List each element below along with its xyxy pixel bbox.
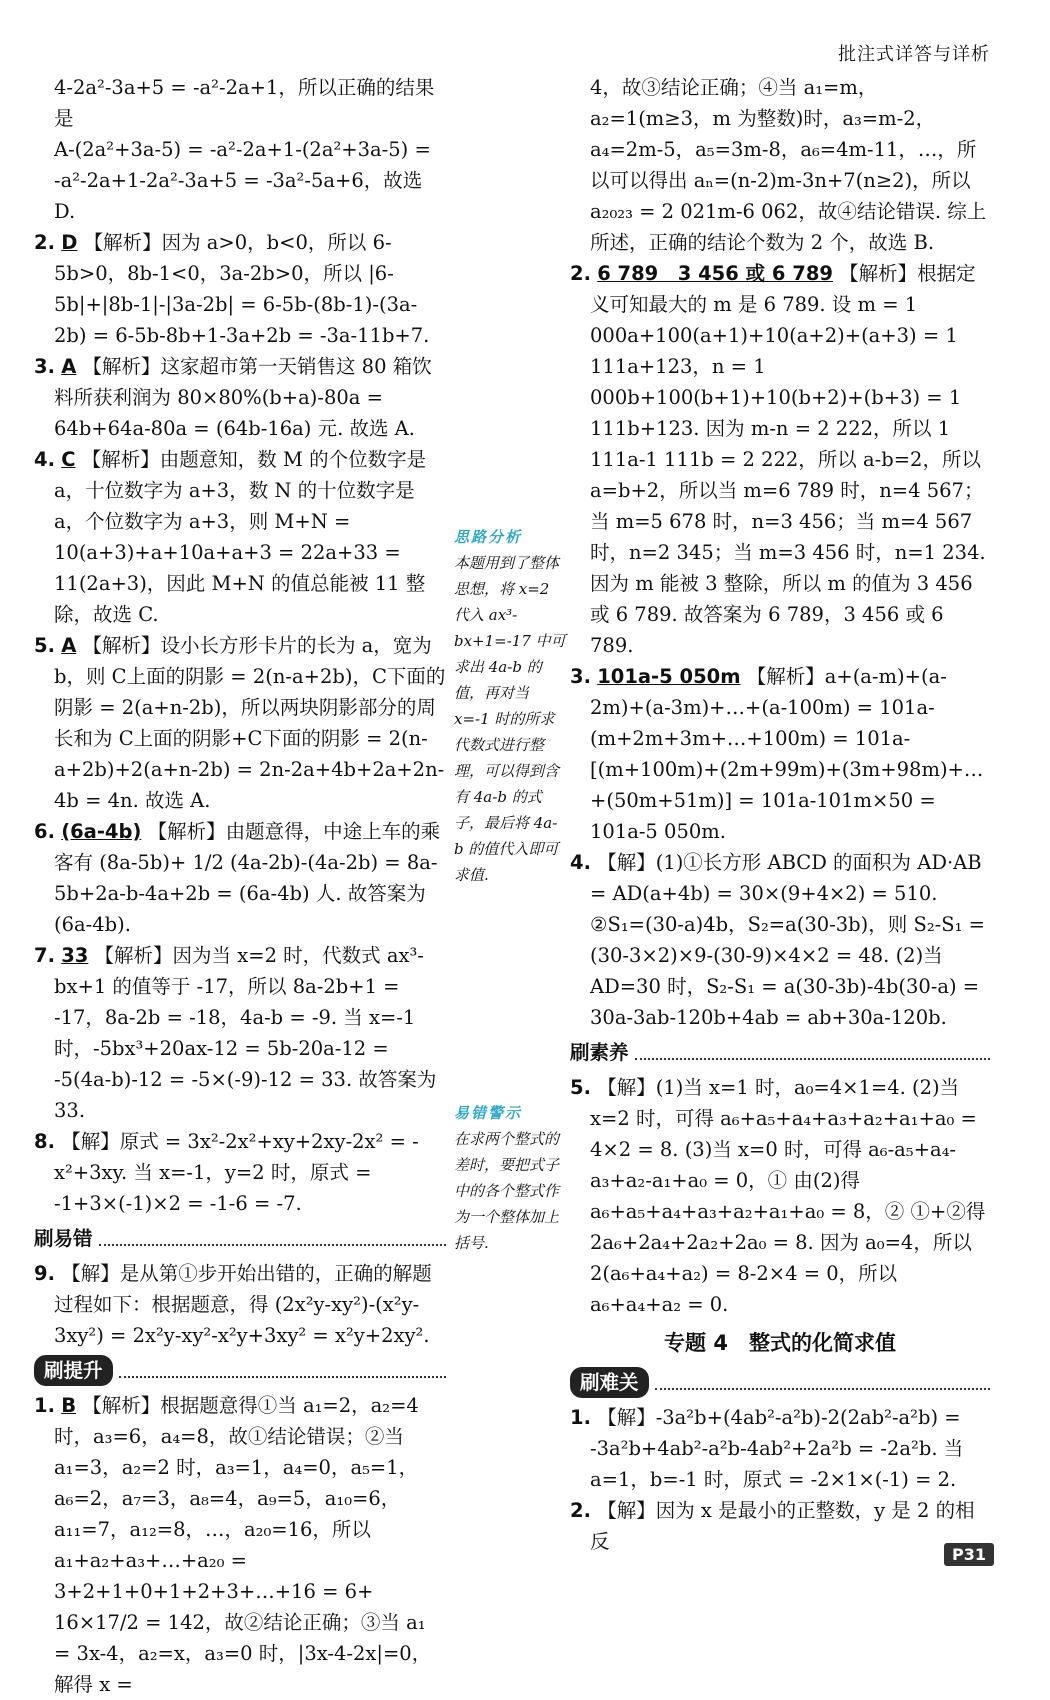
solution-item-5: 5. A 【解析】设小长方形卡片的长为 a，宽为 b，则 C上面的阴影 = 2(n-a+2b)，C下面的阴影 = 2(a+n-2b)，所以两块阴影部分的周长和为 C上面的阴影+C下面的阴影 = 2(n-a+2b)+2(a+n-2b) = 2n-2a+4b+2a+2n-4b = 4n. 故选 A. xyxy=(34,634,446,812)
solution-text: 【解】因为 x 是最小的正整数，y 是 2 的相反 xyxy=(590,1499,975,1553)
note-thinking-analysis xyxy=(454,524,566,888)
answer-label: A xyxy=(61,355,77,378)
solution-item-r2: 2. 6 789 3 456 或 6 789 【解析】根据定义可知最大的 m 是 6 789. 设 m = 1 000a+100(a+1)+10(a+2)+(a+3) = 1 111a+123，n = 1 000b+100(b+1)+10(b+2)+(b+3) = 1 111b+123. 因为 m-n = 2 222，所以 1 111a-1 111b = 2 222，所以 a-b=2，所以 a=b+2，所以当 m=6 789 时，n=4 567；当 m=5 678 时，n=3 456；当 m=4 567 时，n=2 345；当 m=3 456 时，n=1 234. 因为 m 能被 3 整除，所以 m 的值为 3 456 或 6 789. 故答案为 6 789，3 456 或 6 789. xyxy=(570,262,986,657)
left-column xyxy=(34,72,446,1700)
solution-text: 【解析】因为 a>0，b<0，所以 6-5b>0，8b-1<0，3a-2b>0，所以 |6-5b|+|8b-1|-|3a-2b| = 6-5b-(8b-1)-(3a-2b) = 6-5b-8b+1-3a+2b = -3a-11b+7. xyxy=(54,231,430,347)
answer-label: 6 789 3 456 或 6 789 xyxy=(597,262,833,285)
note-error-warning xyxy=(454,1100,566,1256)
solution-item-r4: 4. 【解】(1)①长方形 ABCD 的面积为 AD·AB = AD(a+4b) = 30×(9+4×2) = 510. ②S₁=(30-a)4b，S₂=a(30-3b)，则 S₂-S₁ = (30-3×2)×9-(30-9)×4×2 = 48. (2)当 AD=30 时，S₂-S₁ = a(30-3b)-4b(30-a) = 30a-3ab-120b+4ab = ab+30a-120b. xyxy=(570,851,985,1029)
solution-text: 【解析】设小长方形卡片的长为 a，宽为 b，则 C上面的阴影 = 2(n-a+2b)，C下面的阴影 = 2(a+n-2b)，所以两块阴影部分的周长和为 C上面的阴影+C下面的阴影 = 2(n-a+2b)+2(a+n-2b) = 2n-2a+4b+2a+2n-4b = 4n. 故选 A. xyxy=(54,634,446,812)
solution-text: 【解析】a+(a-m)+(a-2m)+(a-3m)+…+(a-100m) = 101a-(m+2m+3m+…+100m) = 101a-[(m+100m)+(2m+99m)+(3m+98m)+…+(50m+51m)] = 101a-101m×50 = 101a-5 050m. xyxy=(590,665,984,843)
continued-line: -a²-2a+1-2a²-3a+5 = -3a²-5a+6，故选 D. xyxy=(54,169,423,223)
answer-label: 101a-5 050m xyxy=(597,665,741,688)
solution-text: 【解】(1)当 x=1 时，a₀=4×1=4. (2)当 x=2 时，可得 a₆+a₅+a₄+a₃+a₂+a₁+a₀ = 4×2 = 8. (3)当 x=0 时，可得 a₆-a₅+a₄-a₃+a₂-a₁+a₀ = 0，① 由(2)得 a₆+a₅+a₄+a₃+a₂+a₁+a₀ = 8，② ①+②得 2a₆+2a₄+2a₂+2a₀ = 8. 因为 a₀=4，所以 2(a₆+a₄+a₂) = 8-2×4 = 0，所以 a₆+a₄+a₂ = 0. xyxy=(590,1076,986,1316)
solution-item-h1: 1. 【解】-3a²b+(4ab²-a²b)-2(2ab²-a²b) = -3a²b+4ab²-a²b-4ab²+2a²b = -2a²b. 当 a=1，b=-1 时，原式 = -2×1×(-1) = 2. xyxy=(570,1406,964,1491)
solution-item-3: 3. A 【解析】这家超市第一天销售这 80 箱饮料所获利润为 80×80%(b+a)-80a = 64b+64a-80a = (64b-16a) 元. 故选 A. xyxy=(34,355,432,440)
solution-text: 【解】-3a²b+(4ab²-a²b)-2(2ab²-a²b) = -3a²b+4ab²-a²b-4ab²+2a²b = -2a²b. 当 a=1，b=-1 时，原式 = -2×1×(-1) = 2. xyxy=(590,1406,964,1491)
note-title: 易错警示 xyxy=(454,1104,523,1122)
answer-label: 33 xyxy=(61,944,89,967)
page-number: P31 xyxy=(944,1543,994,1566)
solution-text: 【解析】这家超市第一天销售这 80 箱饮料所获利润为 80×80%(b+a)-80a = 64b+64a-80a = (64b-16a) 元. 故选 A. xyxy=(54,355,432,440)
solution-item-r5: 5. 【解】(1)当 x=1 时，a₀=4×1=4. (2)当 x=2 时，可得 a₆+a₅+a₄+a₃+a₂+a₁+a₀ = 4×2 = 8. (3)当 x=0 时，可得 a₆-a₅+a₄-a₃+a₂-a₁+a₀ = 0，① 由(2)得 a₆+a₅+a₄+a₃+a₂+a₁+a₀ = 8，② ①+②得 2a₆+2a₄+2a₂+2a₀ = 8. 因为 a₀=4，所以 2(a₆+a₄+a₂) = 8-2×4 = 0，所以 a₆+a₄+a₂ = 0. xyxy=(570,1076,986,1316)
right-column xyxy=(570,72,990,1557)
solution-item-4: 4. C 【解析】由题意知，数 M 的个位数字是 a，十位数字为 a+3，数 N 的十位数字是 a，个位数字为 a+3，则 M+N = 10(a+3)+a+10a+a+3 = 22a+33 = 11(2a+3)，因此 M+N 的值总能被 11 整除，故选 C. xyxy=(34,448,427,626)
solution-text: 【解】是从第①步开始出错的，正确的解题过程如下：根据题意，得 (2x²y-xy²)-(x²y-3xy²) = 2x²y-xy²-x²y+3xy² = x²y+2xy². xyxy=(54,1262,432,1347)
solution-item-b1: 1. B 【解析】根据题意得①当 a₁=2，a₂=4 时，a₃=6，a₄=8，故①结论错误；②当 a₁=3，a₂=2 时，a₃=1，a₄=0，a₅=1，a₆=2，a₇=3，a₈=4，a₉=5，a₁₀=6，a₁₁=7，a₁₂=8，…，a₂₀=16，所以 a₁+a₂+a₃+…+a₂₀ = 3+2+1+0+1+2+3+…+16 = 6+ 16×17/2 = 142，故②结论正确；③当 a₁ = 3x-4，a₂=x，a₃=0 时，|3x-4-2x|=0，解得 x = xyxy=(34,1394,432,1696)
page-header: 批注式详答与详析 xyxy=(838,44,990,65)
note-text: 在求两个整式的差时，要把式子中的各个整式作为一个整体加上括号. xyxy=(454,1130,560,1252)
dotted-divider xyxy=(99,1232,446,1246)
solution-text: 【解析】根据定义可知最大的 m 是 6 789. 设 m = 1 000a+100(a+1)+10(a+2)+(a+3) = 1 111a+123，n = 1 000b+100(b+1)+10(b+2)+(b+3) = 1 111b+123. 因为 m-n = 2 222，所以 1 111a-1 111b = 2 222，所以 a-b=2，所以 a=b+2，所以当 m=6 789 时，n=4 567；当 m=5 678 时，n=3 456；当 m=4 567 时，n=2 345；当 m=3 456 时，n=1 234. 因为 m 能被 3 整除，所以 m 的值为 3 456 或 6 789. 故答案为 6 789，3 456 或 6 789. xyxy=(590,262,986,657)
section-easy-error: 刷易错 xyxy=(34,1223,446,1254)
continued-line: A-(2a²+3a-5) = -a²-2a+1-(2a²+3a-5) = xyxy=(54,138,431,161)
solution-text: 【解析】根据题意得①当 a₁=2，a₂=4 时，a₃=6，a₄=8，故①结论错误；②当 a₁=3，a₂=2 时，a₃=1，a₄=0，a₅=1，a₆=2，a₇=3，a₈=4，a₉=5，a₁₀=6，a₁₁=7，a₁₂=8，…，a₂₀=16，所以 a₁+a₂+a₃+…+a₂₀ = 3+2+1+0+1+2+3+…+16 = 6+ 16×17/2 = 142，故②结论正确；③当 a₁ = 3x-4，a₂=x，a₃=0 时，|3x-4-2x|=0，解得 x = xyxy=(54,1394,432,1696)
continued-line: 4-2a²-3a+5 = -a²-2a+1，所以正确的结果是 xyxy=(54,76,435,130)
note-title: 思路分析 xyxy=(454,528,523,546)
solution-item-7: 7. 33 【解析】因为当 x=2 时，代数式 ax³-bx+1 的值等于 -17，所以 8a-2b+1 = -17，8a-2b = -18，4a-b = -9. 当 x=-1 时，-5bx³+20ax-12 = 5b-20a-12 = -5(4a-b)-12 = -5×(-9)-12 = 33. 故答案为 33. xyxy=(34,944,437,1122)
answer-label: B xyxy=(61,1394,77,1417)
answer-label: (6a-4b) xyxy=(61,820,142,843)
section-improve: 刷提升 xyxy=(34,1355,446,1386)
solution-text: 【解析】由题意知，数 M 的个位数字是 a，十位数字为 a+3，数 N 的十位数字是 a，个位数字为 a+3，则 M+N = 10(a+3)+a+10a+a+3 = 22a+33 = 11(2a+3)，因此 M+N 的值总能被 11 整除，故选 C. xyxy=(54,448,427,626)
solution-text: 【解析】因为当 x=2 时，代数式 ax³-bx+1 的值等于 -17，所以 8a-2b+1 = -17，8a-2b = -18，4a-b = -9. 当 x=-1 时，-5bx³+20ax-12 = 5b-20a-12 = -5(4a-b)-12 = -5×(-9)-12 = 33. 故答案为 33. xyxy=(54,944,437,1122)
solution-item-r3: 3. 101a-5 050m 【解析】a+(a-m)+(a-2m)+(a-3m)+…+(a-100m) = 101a-(m+2m+3m+…+100m) = 101a-[(m+100m)+(2m+99m)+(3m+98m)+…+(50m+51m)] = 101a-101m×50 = 101a-5 050m. xyxy=(570,665,984,843)
solution-text: 【解析】由题意得，中途上车的乘客有 (8a-5b)+ 1/2 (4a-2b)-(4a-2b) = 8a-5b+2a-b-4a+2b = (6a-4b) 人. 故答案为 (6a-4b). xyxy=(54,820,441,936)
answer-label: A xyxy=(61,634,77,657)
solution-item-6: 6. (6a-4b) 【解析】由题意得，中途上车的乘客有 (8a-5b)+ 1/2 (4a-2b)-(4a-2b) = 8a-5b+2a-b-4a+2b = (6a-4b) 人. 故答案为 (6a-4b). xyxy=(34,820,441,936)
answer-label: D xyxy=(61,231,78,254)
solution-text: 【解】原式 = 3x²-2x²+xy+2xy-2x² = -x²+3xy. 当 x=-1，y=2 时，原式 = -1+3×(-1)×2 = -1-6 = -7. xyxy=(54,1130,419,1215)
solution-item-h2: 2. 【解】因为 x 是最小的正整数，y 是 2 的相反 xyxy=(570,1499,975,1553)
section-hard: 刷难关 xyxy=(570,1367,990,1398)
solution-item-9: 9. 【解】是从第①步开始出错的，正确的解题过程如下：根据题意，得 (2x²y-xy²)-(x²y-3xy²) = 2x²y-xy²-x²y+3xy² = x²y+2xy². xyxy=(34,1262,432,1347)
note-text: 本题用到了整体思想，将 x=2 代入 ax³-bx+1=-17 中可求出 4a-b 的值，再对当 x=-1 时的所求代数式进行整理，可以得到含有 4a-b 的式子，最后将 4a-b 的值代入即可求值. xyxy=(454,554,566,884)
solution-text: 【解】(1)①长方形 ABCD 的面积为 AD·AB = AD(a+4b) = 30×(9+4×2) = 510. ②S₁=(30-a)4b，S₂=a(30-3b)，则 S₂-S₁ = (30-3×2)×9-(30-9)×4×2 = 48. (2)当 AD=30 时，S₂-S₁ = a(30-3b)-4b(30-a) = 30a-3ab-120b+4ab = ab+30a-120b. xyxy=(590,851,985,1029)
solution-item-2: 2. D 【解析】因为 a>0，b<0，所以 6-5b>0，8b-1<0，3a-2b>0，所以 |6-5b|+|8b-1|-|3a-2b| = 6-5b-(8b-1)-(3a-2b) = 6-5b-8b+1-3a+2b = -3a-11b+7. xyxy=(34,231,430,347)
dotted-divider xyxy=(635,1046,990,1060)
solution-item-8: 8. 【解】原式 = 3x²-2x²+xy+2xy-2x² = -x²+3xy. 当 x=-1，y=2 时，原式 = -1+3×(-1)×2 = -1-6 = -7. xyxy=(34,1130,419,1215)
dotted-divider xyxy=(119,1364,446,1378)
dotted-divider xyxy=(655,1376,990,1390)
continued-paragraph: 4，故③结论正确；④当 a₁=m，a₂=1(m≥3，m 为整数)时，a₃=m-2，a₄=2m-5，a₅=3m-8，a₆=4m-11，…，所以可以得出 aₙ=(n-2)m-3n+7(n≥2)，所以 a₂₀₂₃ = 2 021m-6 062，故④结论错误. 综上所述，正确的结论个数为 2 个，故选 B. xyxy=(590,76,987,254)
section-quality: 刷素养 xyxy=(570,1037,990,1068)
topic-title: 专题 4 整式的化简求值 xyxy=(664,1331,896,1355)
answer-label: C xyxy=(61,448,76,471)
